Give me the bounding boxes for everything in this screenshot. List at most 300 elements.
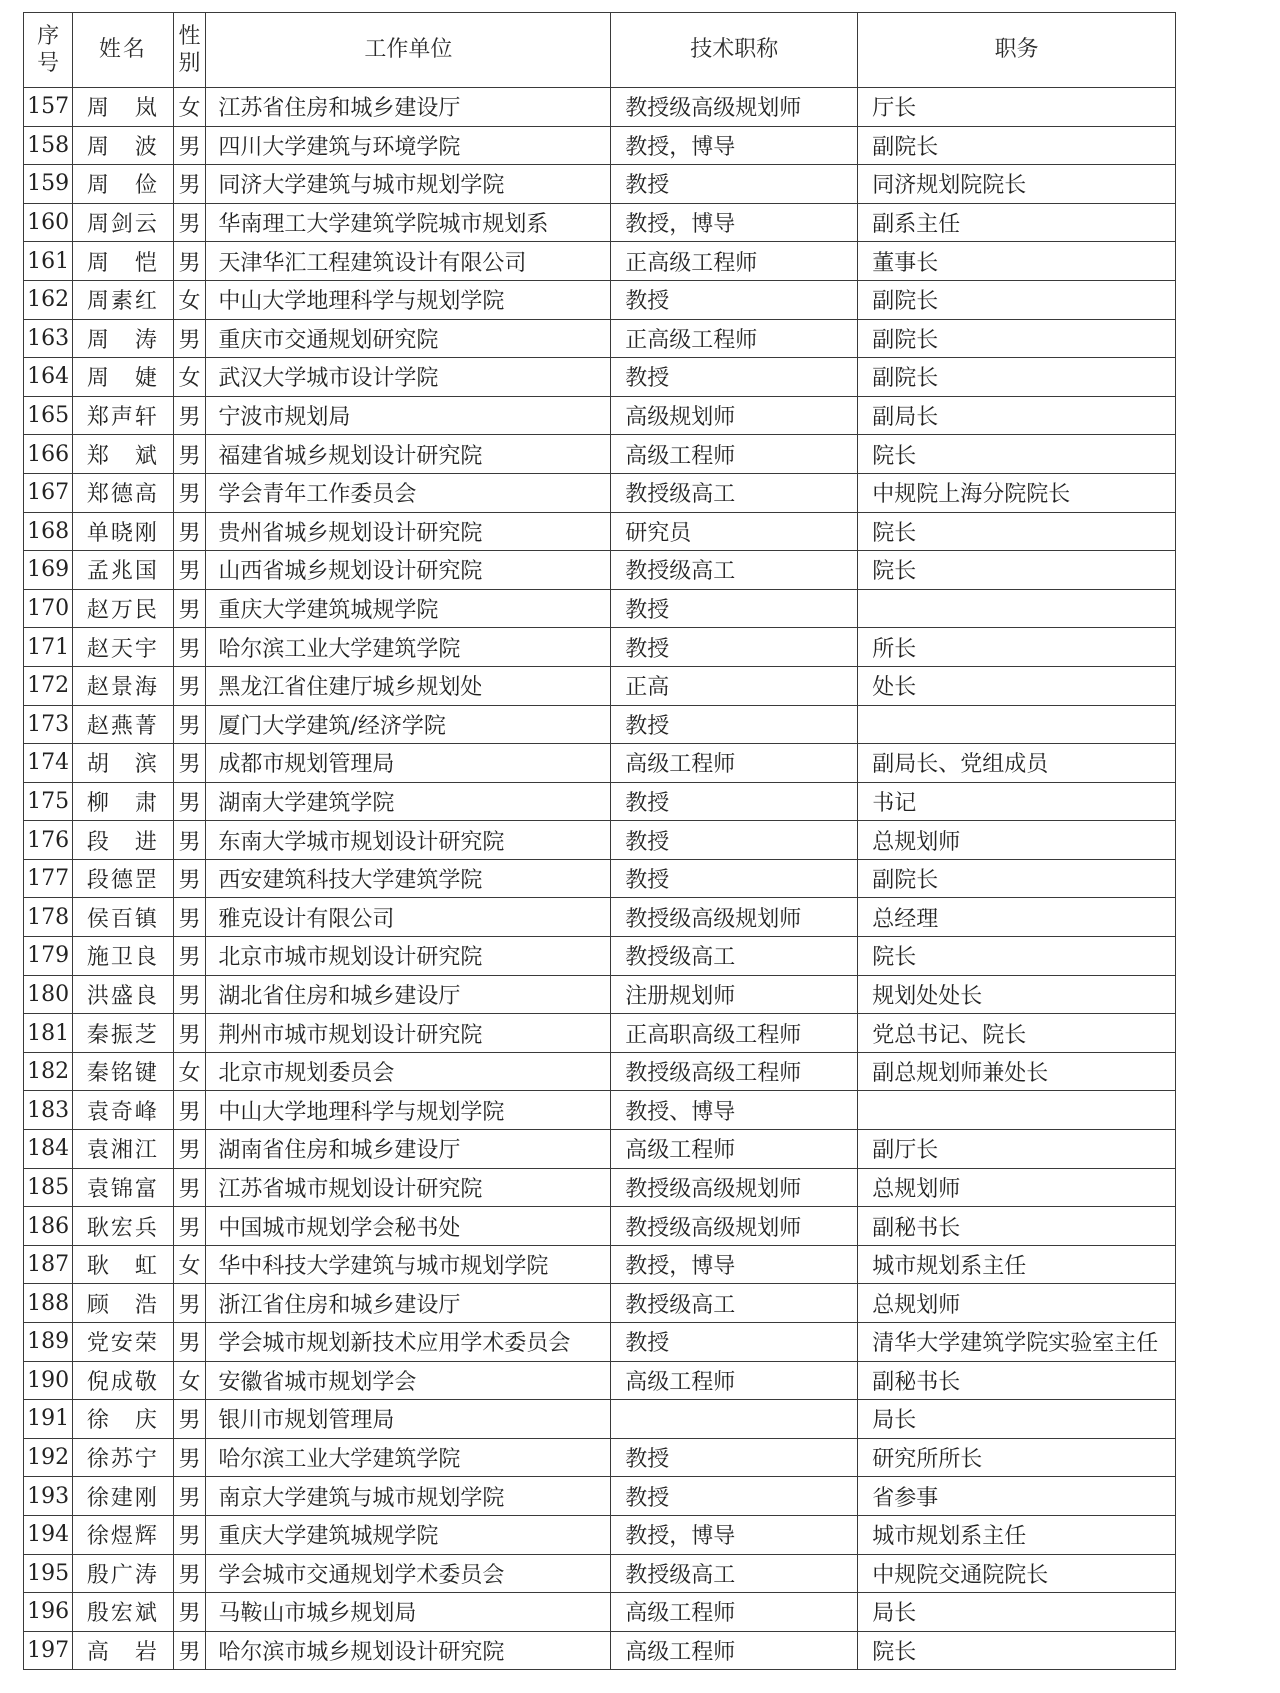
cell-unit: 湖南省住房和城乡建设厅 xyxy=(206,1130,611,1169)
cell-gender: 男 xyxy=(173,1438,206,1477)
table-row xyxy=(24,396,1176,435)
cell-no: 179 xyxy=(24,937,73,976)
cell-title: 教授 xyxy=(611,1477,858,1516)
cell-post: 中规院交通院院长 xyxy=(858,1554,1176,1593)
header-unit: 工作单位 xyxy=(206,13,611,88)
table-row xyxy=(24,1477,1176,1516)
cell-name: 单晓刚 xyxy=(73,512,173,551)
cell-no: 175 xyxy=(24,782,73,821)
cell-unit: 学会城市规划新技术应用学术委员会 xyxy=(206,1323,611,1362)
table-row xyxy=(24,1130,1176,1169)
cell-title: 教授 xyxy=(611,821,858,860)
cell-unit: 湖南大学建筑学院 xyxy=(206,782,611,821)
table-row xyxy=(24,1091,1176,1130)
cell-title: 高级工程师 xyxy=(611,1130,858,1169)
cell-name: 殷宏斌 xyxy=(73,1593,173,1632)
cell-gender: 女 xyxy=(173,1245,206,1284)
table-row xyxy=(24,242,1176,281)
cell-name: 段德罡 xyxy=(73,859,173,898)
cell-title: 教授 xyxy=(611,859,858,898)
cell-title: 教授级高级规划师 xyxy=(611,1168,858,1207)
cell-no: 160 xyxy=(24,203,73,242)
cell-unit: 华南理工大学建筑学院城市规划系 xyxy=(206,203,611,242)
cell-unit: 北京市城市规划设计研究院 xyxy=(206,937,611,976)
table-row xyxy=(24,1323,1176,1362)
cell-post: 院长 xyxy=(858,937,1176,976)
cell-post: 院长 xyxy=(858,1631,1176,1670)
cell-gender: 男 xyxy=(173,1554,206,1593)
table-row xyxy=(24,628,1176,667)
cell-name: 秦铭键 xyxy=(73,1052,173,1091)
table-row xyxy=(24,1052,1176,1091)
cell-post: 副院长 xyxy=(858,280,1176,319)
cell-name: 胡 滨 xyxy=(73,744,173,783)
cell-title: 教授，博导 xyxy=(611,126,858,165)
header-gender xyxy=(173,13,206,88)
cell-unit: 中国城市规划学会秘书处 xyxy=(206,1207,611,1246)
table-row xyxy=(24,821,1176,860)
table-row xyxy=(24,1593,1176,1632)
table-row xyxy=(24,975,1176,1014)
cell-unit: 哈尔滨市城乡规划设计研究院 xyxy=(206,1631,611,1670)
cell-name: 施卫良 xyxy=(73,937,173,976)
cell-no: 166 xyxy=(24,435,73,474)
cell-unit: 同济大学建筑与城市规划学院 xyxy=(206,165,611,204)
cell-name: 郑德高 xyxy=(73,473,173,512)
cell-post: 副系主任 xyxy=(858,203,1176,242)
cell-post: 研究所所长 xyxy=(858,1438,1176,1477)
cell-title: 教授级高级工程师 xyxy=(611,1052,858,1091)
cell-no: 177 xyxy=(24,859,73,898)
table-row xyxy=(24,1361,1176,1400)
cell-unit: 安徽省城市规划学会 xyxy=(206,1361,611,1400)
cell-unit: 重庆市交通规划研究院 xyxy=(206,319,611,358)
table-row xyxy=(24,782,1176,821)
cell-no: 181 xyxy=(24,1014,73,1053)
cell-unit: 西安建筑科技大学建筑学院 xyxy=(206,859,611,898)
cell-post: 城市规划系主任 xyxy=(858,1515,1176,1554)
cell-unit: 荆州市城市规划设计研究院 xyxy=(206,1014,611,1053)
cell-title: 教授 xyxy=(611,358,858,397)
cell-gender: 男 xyxy=(173,666,206,705)
cell-gender: 男 xyxy=(173,1207,206,1246)
cell-title: 正高级工程师 xyxy=(611,319,858,358)
cell-post: 副总规划师兼处长 xyxy=(858,1052,1176,1091)
cell-name: 耿宏兵 xyxy=(73,1207,173,1246)
cell-post: 院长 xyxy=(858,512,1176,551)
cell-gender: 男 xyxy=(173,589,206,628)
cell-unit: 江苏省住房和城乡建设厅 xyxy=(206,88,611,127)
cell-title: 教授 xyxy=(611,628,858,667)
cell-unit: 南京大学建筑与城市规划学院 xyxy=(206,1477,611,1516)
cell-no: 173 xyxy=(24,705,73,744)
cell-no: 163 xyxy=(24,319,73,358)
cell-unit: 宁波市规划局 xyxy=(206,396,611,435)
cell-no: 171 xyxy=(24,628,73,667)
cell-title: 教授级高级规划师 xyxy=(611,898,858,937)
cell-no: 189 xyxy=(24,1323,73,1362)
cell-gender: 男 xyxy=(173,705,206,744)
cell-title: 高级规划师 xyxy=(611,396,858,435)
cell-title: 教授级高级规划师 xyxy=(611,1207,858,1246)
cell-name: 周 婕 xyxy=(73,358,173,397)
cell-gender: 男 xyxy=(173,1091,206,1130)
cell-post: 副秘书长 xyxy=(858,1361,1176,1400)
cell-no: 182 xyxy=(24,1052,73,1091)
cell-gender: 女 xyxy=(173,280,206,319)
cell-no: 195 xyxy=(24,1554,73,1593)
cell-title: 注册规划师 xyxy=(611,975,858,1014)
cell-no: 183 xyxy=(24,1091,73,1130)
cell-title: 教授 xyxy=(611,1438,858,1477)
cell-name: 徐 庆 xyxy=(73,1400,173,1439)
cell-title: 教授 xyxy=(611,165,858,204)
cell-unit: 马鞍山市城乡规划局 xyxy=(206,1593,611,1632)
cell-gender: 女 xyxy=(173,1052,206,1091)
cell-unit: 成都市规划管理局 xyxy=(206,744,611,783)
cell-title: 教授级高工 xyxy=(611,473,858,512)
cell-post: 城市规划系主任 xyxy=(858,1245,1176,1284)
cell-name: 秦振芝 xyxy=(73,1014,173,1053)
table-row xyxy=(24,1284,1176,1323)
cell-title xyxy=(611,1400,858,1439)
cell-title: 教授级高工 xyxy=(611,937,858,976)
cell-title: 教授 xyxy=(611,280,858,319)
table-row xyxy=(24,898,1176,937)
cell-gender: 女 xyxy=(173,1361,206,1400)
cell-name: 党安荣 xyxy=(73,1323,173,1362)
cell-no: 161 xyxy=(24,242,73,281)
cell-unit: 黑龙江省住建厅城乡规划处 xyxy=(206,666,611,705)
cell-title: 正高 xyxy=(611,666,858,705)
cell-unit: 江苏省城市规划设计研究院 xyxy=(206,1168,611,1207)
cell-post: 总经理 xyxy=(858,898,1176,937)
cell-post: 处长 xyxy=(858,666,1176,705)
cell-gender: 男 xyxy=(173,1515,206,1554)
cell-post: 副局长 xyxy=(858,396,1176,435)
cell-name: 顾 浩 xyxy=(73,1284,173,1323)
header-row xyxy=(24,13,1176,88)
cell-name: 赵万民 xyxy=(73,589,173,628)
cell-title: 教授、博导 xyxy=(611,1091,858,1130)
cell-name: 赵燕菁 xyxy=(73,705,173,744)
table-row xyxy=(24,165,1176,204)
cell-name: 郑声轩 xyxy=(73,396,173,435)
table-row xyxy=(24,512,1176,551)
cell-post: 总规划师 xyxy=(858,1284,1176,1323)
cell-no: 174 xyxy=(24,744,73,783)
cell-unit: 山西省城乡规划设计研究院 xyxy=(206,551,611,590)
cell-name: 徐苏宁 xyxy=(73,1438,173,1477)
cell-unit: 北京市规划委员会 xyxy=(206,1052,611,1091)
table-row xyxy=(24,859,1176,898)
table-row xyxy=(24,1515,1176,1554)
cell-gender: 男 xyxy=(173,435,206,474)
table-row xyxy=(24,435,1176,474)
cell-name: 袁湘江 xyxy=(73,1130,173,1169)
cell-unit: 福建省城乡规划设计研究院 xyxy=(206,435,611,474)
cell-name: 孟兆国 xyxy=(73,551,173,590)
cell-post: 副局长、党组成员 xyxy=(858,744,1176,783)
cell-gender: 男 xyxy=(173,859,206,898)
cell-gender: 男 xyxy=(173,473,206,512)
table-row xyxy=(24,280,1176,319)
table-body xyxy=(24,88,1176,1670)
cell-unit: 学会青年工作委员会 xyxy=(206,473,611,512)
cell-gender: 男 xyxy=(173,242,206,281)
cell-no: 185 xyxy=(24,1168,73,1207)
cell-no: 158 xyxy=(24,126,73,165)
cell-no: 191 xyxy=(24,1400,73,1439)
cell-no: 165 xyxy=(24,396,73,435)
cell-gender: 男 xyxy=(173,1168,206,1207)
cell-post xyxy=(858,589,1176,628)
cell-title: 教授 xyxy=(611,1323,858,1362)
cell-gender: 男 xyxy=(173,782,206,821)
cell-post: 厅长 xyxy=(858,88,1176,127)
cell-title: 教授级高工 xyxy=(611,1554,858,1593)
cell-name: 段 进 xyxy=(73,821,173,860)
cell-post: 局长 xyxy=(858,1400,1176,1439)
table-row xyxy=(24,1631,1176,1670)
cell-title: 教授 xyxy=(611,705,858,744)
cell-post: 院长 xyxy=(858,435,1176,474)
table-row xyxy=(24,358,1176,397)
cell-post: 副秘书长 xyxy=(858,1207,1176,1246)
cell-unit: 重庆大学建筑城规学院 xyxy=(206,1515,611,1554)
cell-gender: 女 xyxy=(173,358,206,397)
cell-unit: 华中科技大学建筑与城市规划学院 xyxy=(206,1245,611,1284)
cell-name: 徐建刚 xyxy=(73,1477,173,1516)
cell-title: 教授 xyxy=(611,589,858,628)
cell-title: 高级工程师 xyxy=(611,1631,858,1670)
cell-name: 郑 斌 xyxy=(73,435,173,474)
table-row xyxy=(24,937,1176,976)
table-header xyxy=(24,13,1176,88)
cell-no: 194 xyxy=(24,1515,73,1554)
cell-no: 169 xyxy=(24,551,73,590)
header-gender-line-1: 性 xyxy=(178,23,201,49)
cell-no: 186 xyxy=(24,1207,73,1246)
cell-post: 副厅长 xyxy=(858,1130,1176,1169)
cell-gender: 男 xyxy=(173,1323,206,1362)
cell-unit: 哈尔滨工业大学建筑学院 xyxy=(206,1438,611,1477)
cell-name: 周 恺 xyxy=(73,242,173,281)
cell-title: 研究员 xyxy=(611,512,858,551)
cell-no: 168 xyxy=(24,512,73,551)
cell-title: 教授级高级规划师 xyxy=(611,88,858,127)
cell-post: 局长 xyxy=(858,1593,1176,1632)
cell-no: 188 xyxy=(24,1284,73,1323)
cell-title: 高级工程师 xyxy=(611,435,858,474)
cell-gender: 男 xyxy=(173,975,206,1014)
cell-name: 周 岚 xyxy=(73,88,173,127)
cell-no: 162 xyxy=(24,280,73,319)
cell-gender: 男 xyxy=(173,821,206,860)
cell-gender: 男 xyxy=(173,551,206,590)
cell-gender: 男 xyxy=(173,937,206,976)
cell-name: 袁锦富 xyxy=(73,1168,173,1207)
header-post: 职务 xyxy=(858,13,1176,88)
cell-post: 清华大学建筑学院实验室主任 xyxy=(858,1323,1176,1362)
cell-unit: 四川大学建筑与环境学院 xyxy=(206,126,611,165)
cell-name: 侯百镇 xyxy=(73,898,173,937)
cell-no: 197 xyxy=(24,1631,73,1670)
table-row xyxy=(24,1245,1176,1284)
cell-name: 耿 虹 xyxy=(73,1245,173,1284)
cell-post: 党总书记、院长 xyxy=(858,1014,1176,1053)
cell-unit: 天津华汇工程建筑设计有限公司 xyxy=(206,242,611,281)
cell-title: 教授，博导 xyxy=(611,1515,858,1554)
table-row xyxy=(24,203,1176,242)
cell-title: 正高职高级工程师 xyxy=(611,1014,858,1053)
cell-unit: 贵州省城乡规划设计研究院 xyxy=(206,512,611,551)
table-row xyxy=(24,319,1176,358)
cell-gender: 男 xyxy=(173,744,206,783)
cell-name: 周 涛 xyxy=(73,319,173,358)
cell-no: 184 xyxy=(24,1130,73,1169)
cell-name: 倪成敬 xyxy=(73,1361,173,1400)
cell-title: 正高级工程师 xyxy=(611,242,858,281)
cell-name: 殷广涛 xyxy=(73,1554,173,1593)
cell-post: 中规院上海分院院长 xyxy=(858,473,1176,512)
cell-post: 规划处处长 xyxy=(858,975,1176,1014)
cell-no: 190 xyxy=(24,1361,73,1400)
cell-name: 徐煜辉 xyxy=(73,1515,173,1554)
cell-post: 同济规划院院长 xyxy=(858,165,1176,204)
cell-post: 所长 xyxy=(858,628,1176,667)
cell-gender: 男 xyxy=(173,203,206,242)
cell-name: 周 波 xyxy=(73,126,173,165)
table-row xyxy=(24,88,1176,127)
table-row xyxy=(24,1207,1176,1246)
cell-post: 副院长 xyxy=(858,319,1176,358)
header-no-line-2: 号 xyxy=(37,51,60,76)
cell-title: 教授级高工 xyxy=(611,551,858,590)
cell-post: 董事长 xyxy=(858,242,1176,281)
cell-post xyxy=(858,705,1176,744)
cell-title: 教授级高工 xyxy=(611,1284,858,1323)
table-row xyxy=(24,126,1176,165)
cell-name: 周素红 xyxy=(73,280,173,319)
cell-title: 教授，博导 xyxy=(611,203,858,242)
cell-name: 周 俭 xyxy=(73,165,173,204)
table-row xyxy=(24,1014,1176,1053)
cell-no: 180 xyxy=(24,975,73,1014)
member-table xyxy=(23,12,1176,1670)
cell-title: 高级工程师 xyxy=(611,1593,858,1632)
cell-title: 高级工程师 xyxy=(611,744,858,783)
cell-no: 176 xyxy=(24,821,73,860)
cell-unit: 中山大学地理科学与规划学院 xyxy=(206,1091,611,1130)
cell-post: 副院长 xyxy=(858,859,1176,898)
cell-unit: 武汉大学城市设计学院 xyxy=(206,358,611,397)
cell-gender: 男 xyxy=(173,898,206,937)
cell-unit: 哈尔滨工业大学建筑学院 xyxy=(206,628,611,667)
table-row xyxy=(24,1168,1176,1207)
cell-gender: 男 xyxy=(173,1014,206,1053)
cell-unit: 东南大学城市规划设计研究院 xyxy=(206,821,611,860)
cell-gender: 男 xyxy=(173,628,206,667)
header-no-line-1: 序 xyxy=(37,23,60,49)
cell-unit: 中山大学地理科学与规划学院 xyxy=(206,280,611,319)
cell-unit: 湖北省住房和城乡建设厅 xyxy=(206,975,611,1014)
cell-no: 170 xyxy=(24,589,73,628)
cell-post: 副院长 xyxy=(858,358,1176,397)
cell-gender: 女 xyxy=(173,88,206,127)
cell-post: 省参事 xyxy=(858,1477,1176,1516)
cell-gender: 男 xyxy=(173,1400,206,1439)
cell-gender: 男 xyxy=(173,1477,206,1516)
cell-gender: 男 xyxy=(173,126,206,165)
cell-no: 159 xyxy=(24,165,73,204)
cell-no: 157 xyxy=(24,88,73,127)
table-row xyxy=(24,1400,1176,1439)
table-row xyxy=(24,473,1176,512)
cell-gender: 男 xyxy=(173,319,206,358)
cell-post: 总规划师 xyxy=(858,1168,1176,1207)
header-gender-line-2: 别 xyxy=(178,51,201,76)
cell-unit: 重庆大学建筑城规学院 xyxy=(206,589,611,628)
cell-gender: 男 xyxy=(173,1631,206,1670)
cell-name: 洪盛良 xyxy=(73,975,173,1014)
cell-name: 赵天宇 xyxy=(73,628,173,667)
header-name: 姓名 xyxy=(73,13,173,88)
cell-title: 高级工程师 xyxy=(611,1361,858,1400)
cell-gender: 男 xyxy=(173,1593,206,1632)
cell-no: 193 xyxy=(24,1477,73,1516)
cell-name: 袁奇峰 xyxy=(73,1091,173,1130)
cell-name: 柳 肃 xyxy=(73,782,173,821)
cell-no: 167 xyxy=(24,473,73,512)
table-row xyxy=(24,551,1176,590)
cell-name: 赵景海 xyxy=(73,666,173,705)
header-title: 技术职称 xyxy=(611,13,858,88)
cell-no: 172 xyxy=(24,666,73,705)
table-row xyxy=(24,1438,1176,1477)
cell-no: 196 xyxy=(24,1593,73,1632)
cell-unit: 厦门大学建筑/经济学院 xyxy=(206,705,611,744)
cell-unit: 浙江省住房和城乡建设厅 xyxy=(206,1284,611,1323)
cell-no: 178 xyxy=(24,898,73,937)
cell-post xyxy=(858,1091,1176,1130)
table-row xyxy=(24,744,1176,783)
cell-title: 教授 xyxy=(611,782,858,821)
cell-name: 高 岩 xyxy=(73,1631,173,1670)
cell-gender: 男 xyxy=(173,512,206,551)
cell-gender: 男 xyxy=(173,396,206,435)
table-row xyxy=(24,1554,1176,1593)
cell-no: 187 xyxy=(24,1245,73,1284)
cell-post: 总规划师 xyxy=(858,821,1176,860)
header-no xyxy=(24,13,73,88)
cell-name: 周剑云 xyxy=(73,203,173,242)
cell-no: 164 xyxy=(24,358,73,397)
cell-post: 书记 xyxy=(858,782,1176,821)
cell-post: 院长 xyxy=(858,551,1176,590)
cell-unit: 学会城市交通规划学术委员会 xyxy=(206,1554,611,1593)
table-row xyxy=(24,589,1176,628)
cell-no: 192 xyxy=(24,1438,73,1477)
cell-gender: 男 xyxy=(173,165,206,204)
cell-gender: 男 xyxy=(173,1130,206,1169)
table-row xyxy=(24,705,1176,744)
table-row xyxy=(24,666,1176,705)
cell-gender: 男 xyxy=(173,1284,206,1323)
cell-unit: 银川市规划管理局 xyxy=(206,1400,611,1439)
cell-title: 教授，博导 xyxy=(611,1245,858,1284)
cell-unit: 雅克设计有限公司 xyxy=(206,898,611,937)
